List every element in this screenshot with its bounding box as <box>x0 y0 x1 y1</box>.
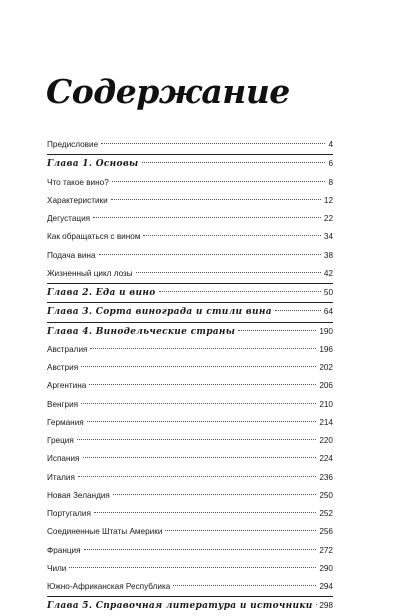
toc-entry-title: Франция <box>47 545 81 555</box>
toc-page-number: 294 <box>319 582 333 591</box>
dot-leader <box>81 402 316 404</box>
toc-entry-row[interactable] <box>47 341 333 359</box>
toc-page-number: 22 <box>323 214 333 223</box>
toc-chapter-title: Глава 2. Еда и вино <box>47 288 156 298</box>
toc-chapter-row[interactable] <box>47 303 333 321</box>
dot-leader <box>101 142 325 144</box>
toc-entry-title: Южно-Африканская Республика <box>47 582 171 591</box>
toc-page-number: 224 <box>319 454 333 464</box>
dot-leader <box>81 365 316 367</box>
toc-page-number: 12 <box>323 195 333 205</box>
toc-chapter-title: Глава 3. Сорта винограда и стили вина <box>47 307 272 318</box>
toc-entry-title: Жизненный цикл лозы <box>47 268 133 278</box>
toc-entry-row[interactable] <box>47 192 333 210</box>
dot-leader <box>173 584 316 586</box>
toc-entry-row[interactable] <box>47 265 333 283</box>
toc-entry-row[interactable] <box>47 450 333 468</box>
dot-leader <box>93 216 321 218</box>
toc-page-number: 272 <box>319 545 333 555</box>
toc-entry-title: Аргентина <box>47 381 87 391</box>
dot-leader <box>143 234 320 236</box>
toc-entry-row[interactable] <box>47 432 333 450</box>
toc-entry-title: Характеристики <box>47 195 108 205</box>
toc-entry-title: Австралия <box>47 344 88 354</box>
dot-leader <box>89 383 316 385</box>
toc-page-number: 42 <box>323 268 333 278</box>
toc-page-number: 210 <box>319 399 333 409</box>
toc-entry-row[interactable] <box>47 174 333 192</box>
dot-leader <box>159 290 321 292</box>
dot-leader <box>90 347 316 349</box>
toc-entry-title: Соединенные Штаты Америки <box>47 527 163 537</box>
toc-entry-row[interactable] <box>47 210 333 228</box>
toc-page-number: 214 <box>319 417 333 427</box>
toc-chapter-row[interactable] <box>47 284 333 302</box>
table-of-contents <box>47 136 333 616</box>
toc-entry-row[interactable] <box>47 359 333 377</box>
toc-page-number: 202 <box>319 363 333 372</box>
toc-page-number: 64 <box>323 307 333 317</box>
dot-leader <box>94 511 316 513</box>
dot-leader <box>275 309 321 311</box>
dot-leader <box>77 438 317 440</box>
toc-entry-row[interactable] <box>47 578 333 596</box>
toc-entry-title: Португалия <box>47 509 91 518</box>
dot-leader <box>112 180 326 182</box>
dot-leader <box>83 456 317 458</box>
toc-page-number: 236 <box>319 472 333 482</box>
toc-entry-title: Чили <box>47 563 67 573</box>
toc-entry-title: Предисловие <box>47 140 99 149</box>
dot-leader <box>84 548 317 550</box>
toc-chapter-row[interactable] <box>47 323 333 341</box>
toc-entry-row[interactable] <box>47 505 333 523</box>
toc-page-number: 250 <box>319 490 333 500</box>
toc-entry-row[interactable] <box>47 487 333 505</box>
toc-entry-title: Австрия <box>47 363 79 372</box>
dot-leader <box>142 161 326 163</box>
toc-entry-row[interactable] <box>47 542 333 560</box>
dot-leader <box>78 475 316 477</box>
dot-leader <box>113 493 316 495</box>
toc-page-number: 34 <box>323 232 333 242</box>
toc-page-number: 290 <box>319 563 333 573</box>
toc-chapter-title: Глава 1. Основы <box>47 159 139 170</box>
toc-chapter-title: Глава 5. Справочная литература и источники <box>47 601 313 612</box>
toc-entry-row[interactable] <box>47 228 333 246</box>
toc-page-number: 6 <box>328 159 333 169</box>
toc-entry-title: Греция <box>47 436 74 445</box>
dot-leader <box>111 198 321 200</box>
toc-page-number: 298 <box>319 601 333 611</box>
toc-chapter-title: Глава 4. Винодельческие страны <box>47 326 236 337</box>
toc-entry-row[interactable] <box>47 377 333 395</box>
toc-page-number: 50 <box>323 288 333 297</box>
dot-leader <box>69 566 316 568</box>
toc-entry-title: Дегустация <box>47 214 91 223</box>
toc-page-number: 8 <box>328 177 333 187</box>
toc-entry-title: Что такое вино? <box>47 177 109 187</box>
toc-entry-row[interactable] <box>47 414 333 432</box>
toc-page-number: 4 <box>328 140 333 149</box>
toc-entry-row[interactable] <box>47 469 333 487</box>
toc-entry-row[interactable] <box>47 396 333 414</box>
dot-leader <box>165 529 316 531</box>
dot-leader <box>136 271 321 273</box>
toc-page-number: 256 <box>319 527 333 537</box>
toc-entry-title: Венгрия <box>47 399 79 409</box>
toc-entry-title: Как обращаться с вином <box>47 232 141 242</box>
toc-entry-title: Новая Зеландия <box>47 490 110 500</box>
page-title: Содержание <box>46 72 290 111</box>
toc-page-number: 196 <box>319 344 333 354</box>
toc-entry-title: Германия <box>47 417 84 427</box>
dot-leader <box>87 420 317 422</box>
toc-entry-title: Испания <box>47 454 80 464</box>
toc-page-number: 220 <box>319 436 333 445</box>
toc-entry-row[interactable] <box>47 560 333 578</box>
toc-page-number: 206 <box>319 381 333 391</box>
dot-leader <box>316 603 317 605</box>
dot-leader <box>238 329 316 331</box>
toc-entry-row[interactable] <box>47 523 333 541</box>
toc-entry-row[interactable] <box>47 247 333 265</box>
toc-chapter-row[interactable] <box>47 155 333 173</box>
toc-entry-title: Италия <box>47 472 75 482</box>
dot-leader <box>99 253 321 255</box>
toc-entry-title: Подача вина <box>47 250 96 260</box>
toc-page-number: 190 <box>319 326 333 336</box>
toc-entry-row[interactable] <box>47 136 333 154</box>
toc-page-number: 38 <box>323 250 333 260</box>
toc-page-number: 252 <box>319 509 333 518</box>
